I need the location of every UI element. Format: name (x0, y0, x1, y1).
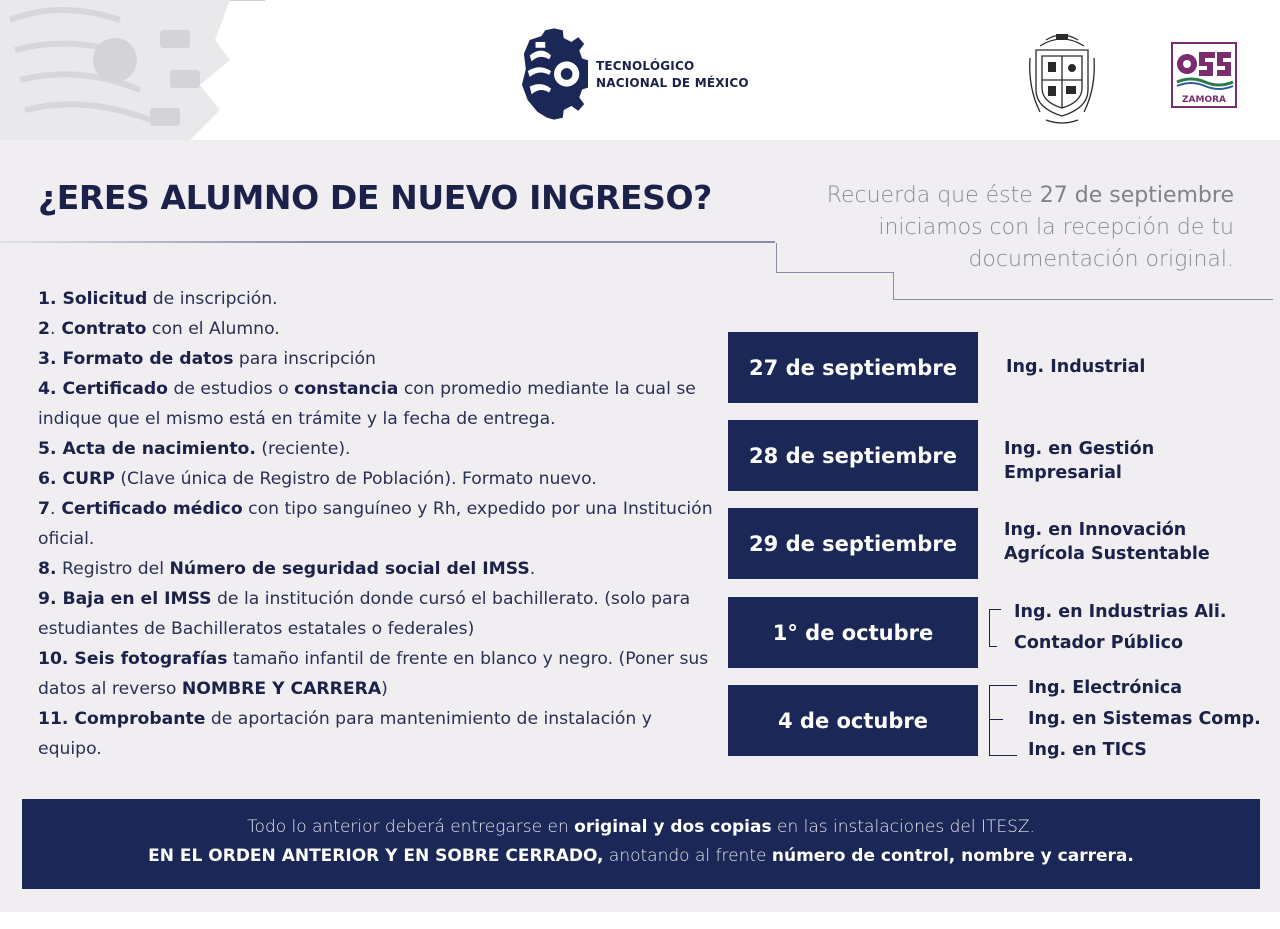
date-box-oct4: 4 de octubre (728, 685, 978, 756)
career-label: Agrícola Sustentable (1004, 544, 1210, 564)
reminder-part-2: iniciamos con la recepción de tu (878, 215, 1234, 240)
list-item: 7. Certificado médico con tipo sanguíneo y Rh, expedido por una Institución oficial. (38, 499, 713, 549)
bracket-tick (989, 755, 1017, 756)
bracket-tick (989, 719, 1003, 720)
career-label: Ing. Electrónica (1028, 678, 1183, 698)
list-item: 3. Formato de datos para inscripción (38, 349, 376, 369)
requirements-list (38, 284, 718, 764)
list-item: 4. Certificado de estudios o constancia con promedio mediante la cual se indique que el mismo está en trámite y la fecha de entrega. (38, 379, 696, 429)
date-box-sep27: 27 de septiembre (728, 332, 978, 403)
footer-text: en las instalaciones del ITESZ. (771, 817, 1035, 837)
date-box-sep29: 29 de septiembre (728, 508, 978, 579)
date-box-sep28: 28 de septiembre (728, 420, 978, 491)
reminder-part-1: Recuerda que éste (826, 183, 1040, 208)
footer-emphasis: número de control, nombre y carrera. (771, 846, 1134, 866)
list-item: 11. Comprobante de aportación para mantenimiento de instalación y equipo. (38, 709, 652, 759)
reminder-date: 27 de septiembre (1039, 183, 1234, 208)
date-box-oct1: 1° de octubre (728, 597, 978, 668)
list-item: 1. Solicitud de inscripción. (38, 289, 278, 309)
its-logo-label: ZAMORA (1182, 95, 1226, 105)
header (0, 0, 1280, 140)
career-label: Ing. en Gestión (1004, 439, 1155, 459)
bracket-tick (989, 685, 1017, 686)
list-item: 6. CURP (Clave única de Registro de Población). Formato nuevo. (38, 469, 597, 489)
institution-line-1: TECNOLÓGICO (596, 59, 695, 73)
list-item: 10. Seis fotografías tamaño infantil de frente en blanco y negro. (Poner sus datos al reverso NOMBRE Y CARRERA) (38, 649, 709, 699)
career-label: Ing. en Industrias Ali. (1014, 602, 1227, 622)
title-underline (0, 241, 775, 243)
bracket-tick (989, 646, 997, 647)
institution-name (596, 58, 749, 92)
footer-emphasis: EN EL ORDEN ANTERIOR Y EN SOBRE CERRADO, (148, 846, 604, 866)
list-item: 5. Acta de nacimiento. (reciente). (38, 439, 351, 459)
career-label: Ing. Industrial (1006, 357, 1146, 377)
reminder-connector-1 (776, 243, 894, 273)
footer-emphasis: original y dos copias (574, 817, 772, 837)
footer-text: Todo lo anterior deberá entregarse en (247, 817, 575, 837)
tecnm-logo-icon (520, 26, 588, 122)
bracket-oct1 (989, 609, 990, 647)
page-title: ¿ERES ALUMNO DE NUEVO INGRESO? (38, 178, 712, 217)
career-label: Ing. en Innovación (1004, 520, 1187, 540)
career-label: Empresarial (1004, 463, 1122, 483)
its-zamora-logo-icon (1171, 42, 1237, 108)
career-label: Ing. en TICS (1028, 740, 1147, 760)
footer-text: anotando al frente (603, 846, 772, 866)
footer-notice (22, 799, 1260, 889)
career-label: Contador Público (1014, 633, 1183, 653)
zamora-crest-icon (1026, 28, 1098, 126)
list-item: 8. Registro del Número de seguridad social del IMSS. (38, 559, 536, 579)
bracket-oct4 (989, 685, 990, 756)
institution-line-2: NACIONAL DE MÉXICO (596, 76, 749, 90)
career-label: Ing. en Sistemas Comp. (1028, 709, 1261, 729)
reminder-part-3: documentación original. (968, 247, 1234, 272)
reminder-connector-2 (893, 272, 1273, 300)
list-item: 2. Contrato con el Alumno. (38, 319, 280, 339)
bracket-tick (989, 609, 1001, 610)
tecnm-watermark-icon (0, 0, 265, 140)
list-item: 9. Baja en el IMSS de la institución donde cursó el bachillerato. (solo para estudiantes de Bachilleratos estatales o federales) (38, 589, 691, 639)
